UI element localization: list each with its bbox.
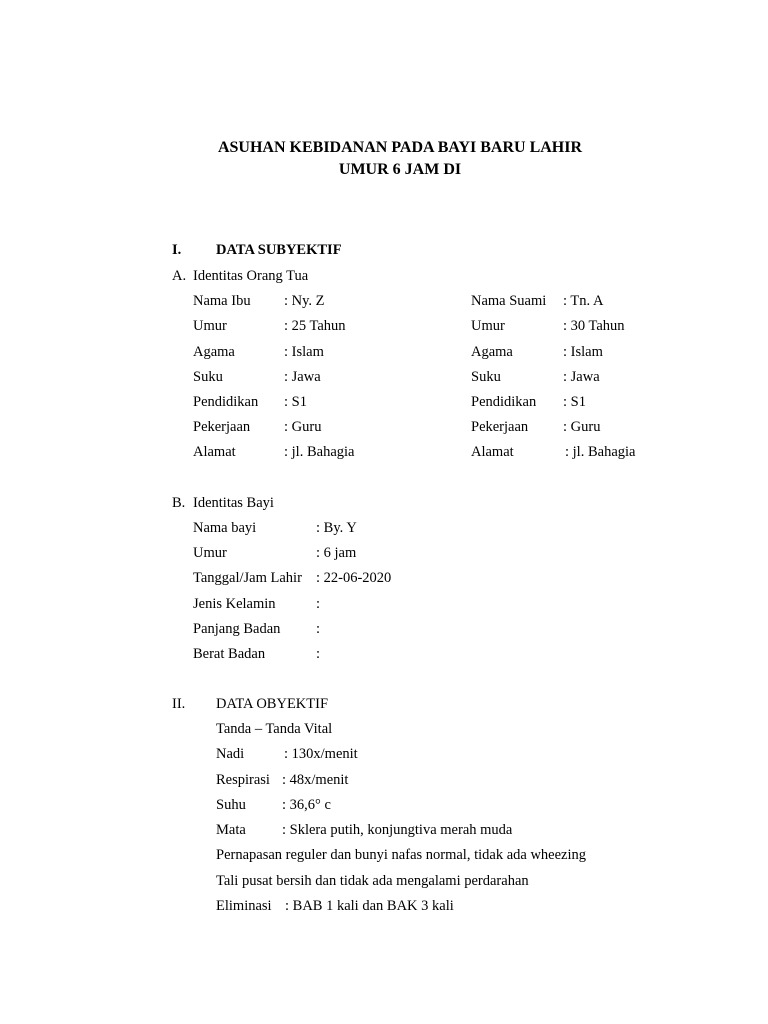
ibu-value: : Guru [284, 419, 322, 435]
eliminasi-value: : BAB 1 kali dan BAK 3 kali [285, 898, 454, 914]
ibu-label: Alamat [193, 444, 236, 460]
bayi-value: : [316, 646, 321, 662]
suami-value: : S1 [563, 394, 586, 410]
ibu-value: : 25 Tahun [284, 318, 346, 334]
vital-value: : 48x/menit [282, 772, 349, 788]
suami-label: Alamat [471, 444, 514, 460]
suami-value: : jl. Bahagia [565, 444, 636, 460]
vital-label: Respirasi [216, 772, 270, 788]
ibu-label: Pendidikan [193, 394, 259, 410]
eliminasi-label: Eliminasi [216, 898, 272, 914]
vital-value: : 130x/menit [284, 746, 358, 762]
section-1-number: I. [172, 242, 182, 258]
ibu-value: : Islam [284, 344, 324, 360]
section-1-heading: DATA SUBYEKTIF [216, 242, 342, 258]
ibu-label: Nama Ibu [193, 293, 251, 309]
suami-label: Agama [471, 344, 513, 360]
ibu-label: Suku [193, 369, 223, 385]
bayi-label: Berat Badan [193, 646, 266, 662]
bayi-value: : 22-06-2020 [316, 570, 392, 586]
document-title-line2: UMUR 6 JAM DI [338, 161, 462, 178]
bayi-value: : [316, 621, 321, 637]
section-2-number: II. [172, 696, 186, 712]
suami-value: : Jawa [563, 369, 600, 385]
ibu-label: Agama [193, 344, 235, 360]
vital-label: Nadi [216, 746, 245, 762]
bayi-label: Panjang Badan [193, 621, 281, 637]
vital-label: Mata [216, 822, 246, 838]
bayi-label: Umur [193, 545, 227, 561]
pernapasan-text: Pernapasan reguler dan bunyi nafas normal, tidak ada wheezing [216, 847, 587, 863]
bayi-label: Nama bayi [193, 520, 257, 536]
ibu-value: : Jawa [284, 369, 321, 385]
suami-label: Pekerjaan [471, 419, 529, 435]
part-b-letter: B. [172, 495, 186, 511]
vital-value: : Sklera putih, konjungtiva merah muda [282, 822, 513, 838]
bayi-value: : By. Y [316, 520, 357, 536]
part-b-heading: Identitas Bayi [193, 495, 274, 511]
part-a-letter: A. [172, 268, 187, 284]
ibu-value: : Ny. Z [284, 293, 325, 309]
bayi-value: : 6 jam [316, 545, 357, 561]
tali-pusat-text: Tali pusat bersih dan tidak ada mengalami perdarahan [216, 873, 529, 889]
document-title-line1: ASUHAN KEBIDANAN PADA BAYI BARU LAHIR [217, 139, 583, 156]
bayi-value: : [316, 596, 321, 612]
suami-value: : 30 Tahun [563, 318, 625, 334]
suami-value: : Tn. A [563, 293, 604, 309]
suami-label: Pendidikan [471, 394, 537, 410]
bayi-label: Tanggal/Jam Lahir [193, 570, 302, 586]
part-a-heading: Identitas Orang Tua [193, 268, 309, 284]
suami-value: : Guru [563, 419, 601, 435]
ibu-label: Pekerjaan [193, 419, 251, 435]
vital-value: : 36,6° c [282, 797, 331, 813]
ibu-label: Umur [193, 318, 227, 334]
ibu-value: : jl. Bahagia [284, 444, 355, 460]
vital-signs-heading: Tanda – Tanda Vital [216, 721, 333, 737]
bayi-label: Jenis Kelamin [193, 596, 276, 612]
suami-value: : Islam [563, 344, 603, 360]
section-2-heading: DATA OBYEKTIF [216, 696, 329, 712]
suami-label: Suku [471, 369, 501, 385]
suami-label: Umur [471, 318, 505, 334]
suami-label: Nama Suami [471, 293, 547, 309]
vital-label: Suhu [216, 797, 246, 813]
ibu-value: : S1 [284, 394, 307, 410]
